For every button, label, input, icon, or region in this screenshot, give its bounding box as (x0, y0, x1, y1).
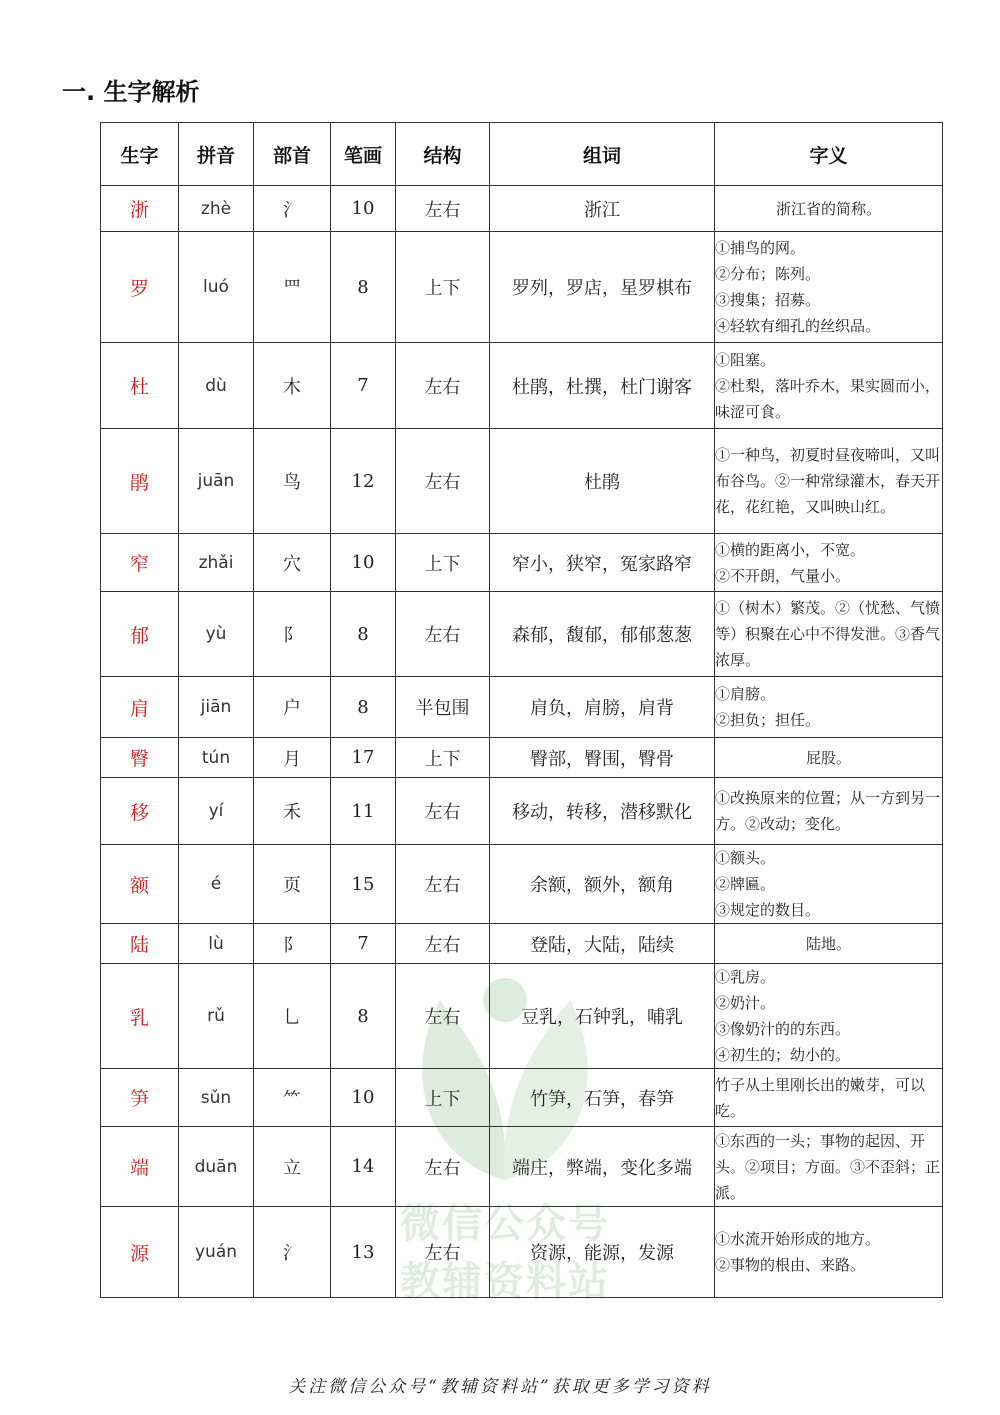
meaning-cell (715, 778, 943, 845)
radical-cell: 户 (254, 677, 331, 738)
meaning-line: ①肩膀。 (715, 685, 776, 703)
meaning-cell (715, 1127, 943, 1207)
table-row (101, 186, 943, 232)
pinyin-cell: yù (179, 592, 254, 677)
words-cell: 豆乳，石钟乳，哺乳 (490, 964, 715, 1069)
meaning-line: ②奶汁。 (715, 994, 776, 1012)
pinyin-cell: tún (179, 738, 254, 778)
meaning-line: ③规定的数目。 (715, 901, 821, 919)
meaning-line: ①乳房。 (715, 968, 776, 986)
structure-cell: 上下 (396, 534, 490, 592)
table-header-row (101, 123, 943, 186)
structure-cell: 左右 (396, 1127, 490, 1207)
strokes-cell: 8 (331, 677, 396, 738)
table-row (101, 845, 943, 924)
pinyin-cell: zhǎi (179, 534, 254, 592)
structure-cell: 左右 (396, 1207, 490, 1298)
structure-cell: 左右 (396, 964, 490, 1069)
structure-cell: 半包围 (396, 677, 490, 738)
radical-cell: 阝 (254, 924, 331, 964)
words-cell: 登陆，大陆，陆续 (490, 924, 715, 964)
meaning-cell (715, 1069, 943, 1127)
words-cell: 竹笋，石笋，春笋 (490, 1069, 715, 1127)
char-cell: 端 (101, 1127, 179, 1207)
strokes-cell: 8 (331, 232, 396, 343)
watermark-line-1: 微信公众号 (400, 1201, 610, 1247)
char-cell: 额 (101, 845, 179, 924)
char-cell: 臀 (101, 738, 179, 778)
char-cell: 杜 (101, 343, 179, 429)
strokes-cell: 12 (331, 429, 396, 534)
pinyin-cell: juān (179, 429, 254, 534)
structure-cell: 左右 (396, 592, 490, 677)
structure-cell: 上下 (396, 1069, 490, 1127)
meaning-cell (715, 1207, 943, 1298)
words-cell: 罗列，罗店，星罗棋布 (490, 232, 715, 343)
pinyin-cell: yuán (179, 1207, 254, 1298)
structure-cell: 左右 (396, 778, 490, 845)
meaning-line: ④初生的；幼小的。 (715, 1046, 851, 1064)
radical-cell: 氵 (254, 186, 331, 232)
words-cell: 臀部，臀围，臀骨 (490, 738, 715, 778)
pinyin-cell: sǔn (179, 1069, 254, 1127)
char-cell: 源 (101, 1207, 179, 1298)
table-row (101, 964, 943, 1069)
char-cell: 浙 (101, 186, 179, 232)
meaning-line: ①捕鸟的网。 (715, 239, 806, 257)
words-cell: 杜鹃，杜撰，杜门谢客 (490, 343, 715, 429)
meaning-line: ②担负；担任。 (715, 711, 821, 729)
table-row (101, 592, 943, 677)
strokes-cell: 10 (331, 534, 396, 592)
meaning-line: ①横的距离小，不宽。 (715, 540, 866, 559)
radical-cell: 罒 (254, 232, 331, 343)
meaning-cell (715, 964, 943, 1069)
meaning-line: 陆地。 (805, 934, 851, 953)
table-row (101, 1207, 943, 1298)
radical-cell: 立 (254, 1127, 331, 1207)
meaning-line: ②牌匾。 (715, 875, 776, 893)
pinyin-cell: dù (179, 343, 254, 429)
meaning-line: 浙江省的简称。 (775, 199, 881, 218)
structure-cell: 上下 (396, 738, 490, 778)
words-cell: 资源，能源，发源 (490, 1207, 715, 1298)
strokes-cell: 14 (331, 1127, 396, 1207)
pinyin-cell: é (179, 845, 254, 924)
table-row (101, 738, 943, 778)
strokes-cell: 7 (331, 343, 396, 429)
strokes-cell: 11 (331, 778, 396, 845)
table-row (101, 677, 943, 738)
strokes-cell: 15 (331, 845, 396, 924)
meaning-line: ②事物的根由、来路。 (715, 1256, 866, 1274)
meaning-line: ②不开朗，气量小。 (715, 566, 851, 585)
pinyin-cell: lù (179, 924, 254, 964)
header-cell: 生字 (101, 123, 179, 186)
pinyin-cell: jiān (179, 677, 254, 738)
radical-cell: 木 (254, 343, 331, 429)
meaning-line: ①改换原来的位置；从一方到另一方。②改动；变化。 (715, 789, 941, 833)
char-cell: 乳 (101, 964, 179, 1069)
header-cell: 笔画 (331, 123, 396, 186)
words-cell: 浙江 (490, 186, 715, 232)
meaning-line: 竹子从土里刚长出的嫩芽，可以吃。 (715, 1075, 926, 1120)
structure-cell: 上下 (396, 232, 490, 343)
words-cell: 端庄，弊端，变化多端 (490, 1127, 715, 1207)
meaning-line: ③像奶汁的的东西。 (715, 1020, 851, 1038)
radical-cell: 禾 (254, 778, 331, 845)
meaning-line: ①东西的一头；事物的起因、开头。②项目；方面。③不歪斜；正派。 (715, 1131, 941, 1202)
header-cell: 拼音 (179, 123, 254, 186)
radical-cell: 乚 (254, 964, 331, 1069)
meaning-line: ③搜集；招募。 (715, 291, 821, 309)
meaning-line: ②分布；陈列。 (715, 265, 821, 283)
meaning-line: ④轻软有细孔的丝织品。 (715, 317, 881, 335)
structure-cell: 左右 (396, 429, 490, 534)
meaning-cell (715, 534, 943, 592)
words-cell: 余额，额外，额角 (490, 845, 715, 924)
structure-cell: 左右 (396, 186, 490, 232)
strokes-cell: 10 (331, 186, 396, 232)
meaning-cell (715, 592, 943, 677)
words-cell: 移动，转移，潜移默化 (490, 778, 715, 845)
words-cell: 窄小，狭窄，冤家路窄 (490, 534, 715, 592)
meaning-line: ②杜梨，落叶乔木，果实圆而小，味涩可食。 (715, 376, 941, 421)
strokes-cell: 13 (331, 1207, 396, 1298)
table-row (101, 343, 943, 429)
structure-cell: 左右 (396, 924, 490, 964)
pinyin-cell: duān (179, 1127, 254, 1207)
pinyin-cell: luó (179, 232, 254, 343)
char-cell: 笋 (101, 1069, 179, 1127)
table-row (101, 1069, 943, 1127)
char-cell: 窄 (101, 534, 179, 592)
radical-cell: 阝 (254, 592, 331, 677)
section-title: 一. 生字解析 (62, 78, 200, 106)
meaning-cell (715, 924, 943, 964)
header-cell: 组词 (490, 123, 715, 186)
words-cell: 森郁，馥郁，郁郁葱葱 (490, 592, 715, 677)
header-cell: 字义 (715, 123, 943, 186)
vocabulary-table (100, 122, 943, 1298)
radical-cell: 穴 (254, 534, 331, 592)
table-row (101, 1127, 943, 1207)
meaning-cell (715, 343, 943, 429)
radical-cell: 氵 (254, 1207, 331, 1298)
meaning-line: ①阻塞。 (715, 350, 776, 369)
structure-cell: 左右 (396, 343, 490, 429)
char-cell: 移 (101, 778, 179, 845)
watermark-line-2: 教辅资料站 (400, 1259, 610, 1305)
strokes-cell: 8 (331, 592, 396, 677)
meaning-cell (715, 429, 943, 534)
char-cell: 肩 (101, 677, 179, 738)
strokes-cell: 7 (331, 924, 396, 964)
table-row (101, 232, 943, 343)
radical-cell: 鸟 (254, 429, 331, 534)
meaning-line: 屁股。 (805, 748, 851, 767)
meaning-line: ①额头。 (715, 849, 776, 867)
meaning-cell (715, 845, 943, 924)
char-cell: 罗 (101, 232, 179, 343)
meaning-line: ①水流开始形成的地方。 (715, 1230, 881, 1248)
char-cell: 陆 (101, 924, 179, 964)
radical-cell: 页 (254, 845, 331, 924)
table-row (101, 924, 943, 964)
footer-note: 关注微信公众号“教辅资料站”获取更多学习资料 (288, 1377, 712, 1397)
words-cell: 杜鹃 (490, 429, 715, 534)
radical-cell: 月 (254, 738, 331, 778)
meaning-cell (715, 738, 943, 778)
char-cell: 郁 (101, 592, 179, 677)
pinyin-cell: rǔ (179, 964, 254, 1069)
strokes-cell: 17 (331, 738, 396, 778)
pinyin-cell: yí (179, 778, 254, 845)
meaning-line: ①一种鸟，初夏时昼夜啼叫，又叫布谷鸟。②一种常绿灌木，春天开花，花红艳，又叫映山红。 (715, 446, 941, 516)
table-row (101, 534, 943, 592)
strokes-cell: 10 (331, 1069, 396, 1127)
char-cell: 鹃 (101, 429, 179, 534)
header-cell: 结构 (396, 123, 490, 186)
words-cell: 肩负，肩膀，肩背 (490, 677, 715, 738)
meaning-cell (715, 677, 943, 738)
radical-cell: ⺮ (254, 1069, 331, 1127)
pinyin-cell: zhè (179, 186, 254, 232)
table-row (101, 778, 943, 845)
strokes-cell: 8 (331, 964, 396, 1069)
structure-cell: 左右 (396, 845, 490, 924)
header-cell: 部首 (254, 123, 331, 186)
meaning-cell (715, 186, 943, 232)
meaning-cell (715, 232, 943, 343)
meaning-line: ①（树木）繁茂。②（忧愁、气愤等）积聚在心中不得发泄。③香气浓厚。 (715, 599, 941, 669)
table-row (101, 429, 943, 534)
